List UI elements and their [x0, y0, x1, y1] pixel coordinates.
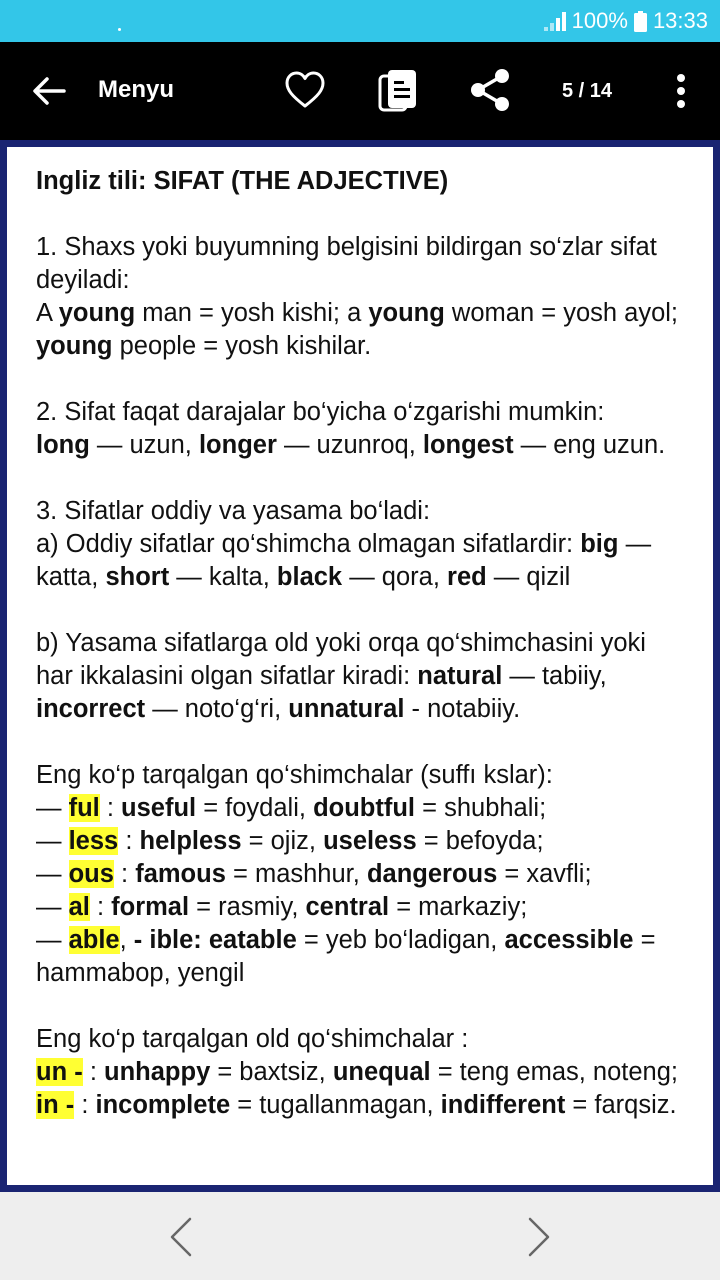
page-title: Menyu	[98, 76, 175, 103]
suffix-al: al	[68, 893, 90, 921]
prefix-in: in -	[36, 1091, 75, 1119]
battery-percent: 100%	[571, 8, 628, 33]
prefix-un: un -	[36, 1058, 83, 1086]
article-content[interactable]	[7, 147, 713, 1185]
bottom-navigation	[0, 1192, 720, 1280]
paragraph-3: 3. Sifatlar oddiy va yasama bo‘ladi: a) Oddiy sifatlar qo‘shimcha olmagan sifatlardir: big — katta, short — kalta, black — qora, red — qizil	[36, 497, 652, 591]
chevron-right-icon[interactable]	[524, 1216, 554, 1258]
chevron-left-icon[interactable]	[166, 1216, 196, 1258]
paragraph-2: 2. Sifat faqat darajalar bo‘yicha o‘zgarishi mumkin: long — uzun, longer — uzunroq, longest — eng uzun.	[36, 398, 666, 459]
share-icon[interactable]	[468, 68, 512, 112]
copy-icon[interactable]	[378, 68, 418, 114]
clock: 13:33	[652, 8, 708, 33]
signal-icon	[544, 11, 566, 31]
article-title: Ingliz tili: SIFAT (THE ADJECTIVE)	[36, 167, 449, 195]
more-vert-icon[interactable]	[670, 72, 692, 110]
status-bar	[0, 0, 720, 42]
arrow-left-icon[interactable]	[30, 72, 68, 110]
suffix-ous: ous	[68, 860, 114, 888]
suffix-less: less	[68, 827, 119, 855]
toolbar	[0, 42, 720, 140]
notification-dot	[118, 28, 121, 31]
suffix-ful: ful	[68, 794, 100, 822]
paragraph-4: b) Yasama sifatlarga old yoki orqa qo‘shimchasini yoki har ikkalasini olgan sifatlar kiradi: natural — tabiiy, incorrect — noto‘g‘ri, unnatural - notabiiy.	[36, 629, 646, 723]
heart-icon[interactable]	[284, 70, 326, 110]
content-frame	[0, 140, 720, 1192]
battery-icon	[634, 11, 647, 32]
suffixes-section: Eng ko‘p tarqalgan qo‘shimchalar (suffı kslar): — ful : useful = foydali, doubtful = shubhali; — less : helpless = ojiz, useless = befoyda; — ous : famous = mashhur, dangerous = xavfli; — al : formal = rasmiy, central = markaziy; — able, - ible: eatable = yeb bo‘ladigan, accessible = hammabop, yengil	[36, 761, 656, 987]
page-counter: 5 / 14	[562, 80, 613, 102]
prefixes-section: Eng ko‘p tarqalgan old qo‘shimchalar : un - : unhappy = baxtsiz, unequal = teng emas, noteng; in - : incomplete = tugallanmagan, indifferent = farqsiz.	[36, 1025, 679, 1119]
suffix-able: able	[68, 926, 120, 954]
paragraph-1: 1. Shaxs yoki buyumning belgisini bildirgan so‘zlar sifat deyiladi: A young man = yosh kishi; a young woman = yosh ayol; young people = yosh kishilar.	[36, 233, 679, 360]
